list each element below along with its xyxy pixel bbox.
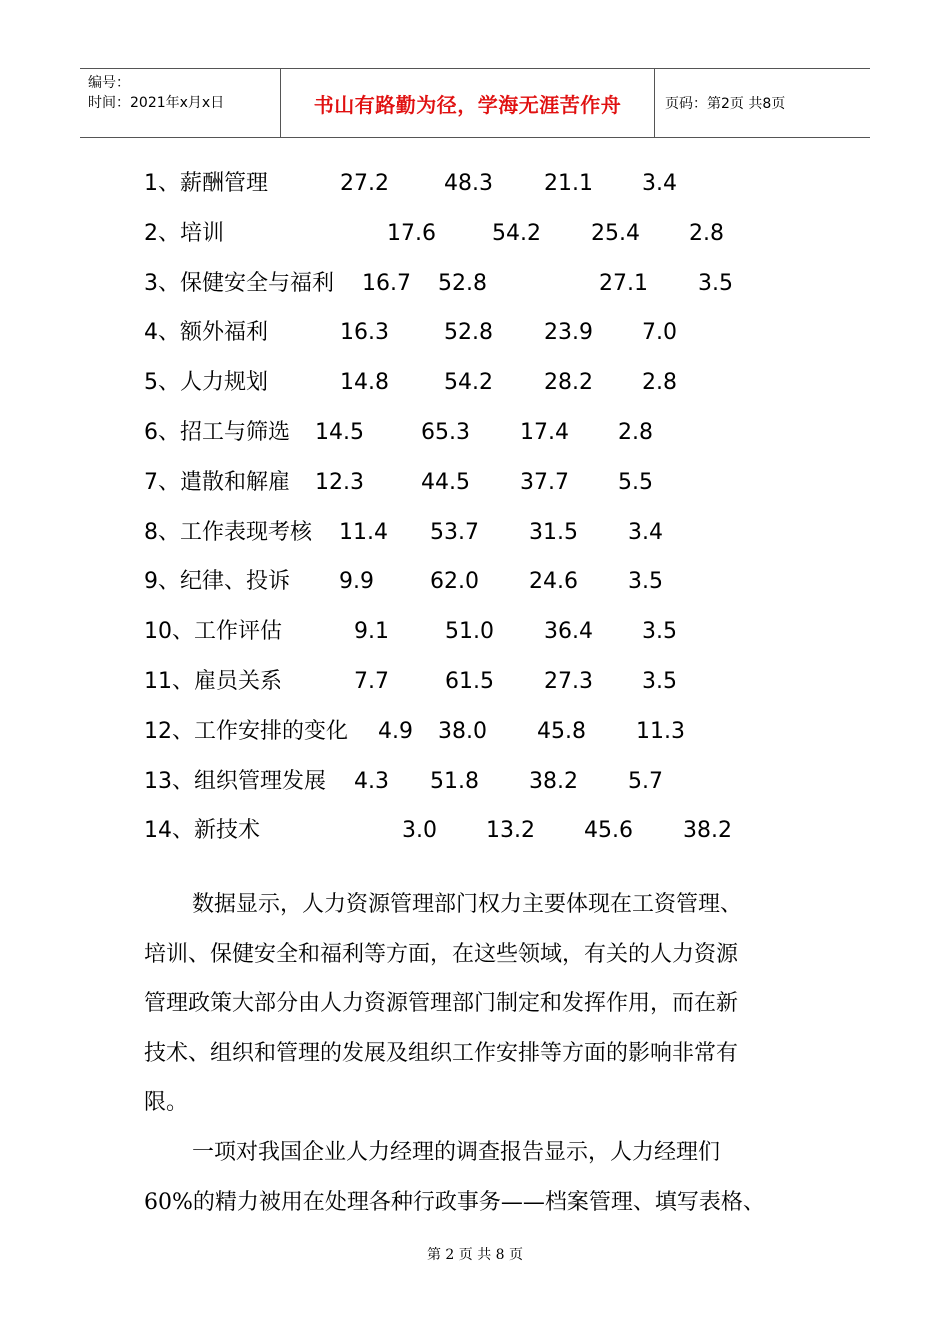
row-value: 52.8 (444, 320, 493, 346)
paragraph-1 (144, 880, 814, 1128)
row-value: 2.8 (618, 419, 653, 445)
row-value: 3.5 (698, 270, 733, 296)
paragraph-2 (144, 1128, 814, 1227)
row-label: 7、遣散和解雇 (144, 469, 290, 495)
row-value: 17.6 (387, 220, 436, 246)
paragraph-line: 一项对我国企业人力经理的调查报告显示，人力经理们 (192, 1140, 721, 1165)
row-value: 61.5 (445, 668, 494, 694)
row-value: 27.1 (599, 270, 648, 296)
header-page-label: 页码：第2页 共8页 (665, 96, 786, 112)
row-value: 2.8 (689, 220, 724, 246)
row-value: 5.5 (618, 469, 653, 495)
row-label: 12、工作安排的变化 (144, 718, 348, 744)
row-value: 27.3 (544, 668, 593, 694)
row-value: 16.7 (362, 270, 411, 296)
row-value: 48.3 (444, 171, 493, 196)
row-value: 11.3 (636, 718, 685, 744)
row-value: 2.8 (642, 370, 677, 396)
row-value: 4.9 (378, 718, 413, 744)
time-label: 时间：2021年x月x日 (88, 95, 225, 111)
row-value: 3.5 (642, 619, 677, 645)
row-value: 14.5 (315, 419, 364, 445)
table-row (144, 662, 864, 712)
row-value: 36.4 (544, 619, 593, 645)
row-label: 4、额外福利 (144, 320, 268, 346)
row-label: 9、纪律、投诉 (144, 569, 290, 595)
row-value: 28.2 (544, 370, 593, 396)
row-label: 14、新技术 (144, 818, 260, 844)
table-row (144, 413, 864, 463)
row-value: 3.5 (642, 668, 677, 694)
table-row (144, 313, 864, 363)
row-value: 24.6 (529, 569, 578, 595)
row-value: 3.4 (628, 519, 663, 545)
row-value: 3.4 (642, 171, 677, 196)
row-value: 65.3 (421, 419, 470, 445)
row-label: 5、人力规划 (144, 370, 268, 396)
paragraph-line: 培训、保健安全和福利等方面，在这些领域，有关的人力资源 (144, 941, 739, 967)
header-meta (80, 69, 281, 137)
table-row (144, 264, 864, 314)
row-value: 51.0 (445, 619, 494, 645)
table-row (144, 712, 864, 762)
table-row (144, 513, 864, 563)
row-value: 7.0 (642, 320, 677, 346)
row-label: 6、招工与筛选 (144, 419, 290, 445)
paragraph-line: 60%的精力被用在处理各种行政事务——档案管理、填写表格、 (144, 1189, 765, 1215)
row-value: 3.5 (628, 569, 663, 595)
row-value: 45.8 (537, 718, 586, 744)
header-motto: 书山有路勤为径，学海无涯苦作舟 (281, 69, 655, 137)
row-value: 5.7 (628, 768, 663, 794)
row-label: 8、工作表现考核 (144, 519, 312, 545)
number-label: 编号： (88, 75, 130, 91)
table-row (144, 363, 864, 413)
row-value: 14.8 (340, 370, 389, 396)
page-header (80, 68, 870, 138)
row-value: 37.7 (520, 469, 569, 495)
table-row (144, 562, 864, 612)
row-value: 13.2 (486, 818, 535, 844)
row-value: 53.7 (430, 519, 479, 545)
row-value: 27.2 (340, 171, 389, 196)
row-value: 51.8 (430, 768, 479, 794)
data-rows (144, 164, 864, 861)
paragraph-line: 数据显示，人力资源管理部门权力主要体现在工资管理、 (192, 892, 743, 917)
row-label: 2、培训 (144, 220, 224, 246)
row-value: 45.6 (584, 818, 633, 844)
table-row (144, 463, 864, 513)
row-value: 38.0 (438, 718, 487, 744)
row-value: 54.2 (444, 370, 493, 396)
row-value: 16.3 (340, 320, 389, 346)
row-label: 13、组织管理发展 (144, 768, 326, 794)
row-value: 17.4 (520, 419, 569, 445)
row-label: 3、保健安全与福利 (144, 270, 334, 296)
table-row (144, 214, 864, 264)
table-row (144, 762, 864, 812)
row-label: 11、雇员关系 (144, 668, 282, 694)
row-value: 9.9 (339, 569, 374, 595)
row-value: 7.7 (354, 668, 389, 694)
row-label: 10、工作评估 (144, 619, 282, 645)
row-value: 12.3 (315, 469, 364, 495)
row-value: 4.3 (354, 768, 389, 794)
paragraph-line: 管理政策大部分由人力资源管理部门制定和发挥作用，而在新 (144, 991, 739, 1017)
row-label: 1、薪酬管理 (144, 171, 268, 196)
table-row (144, 811, 864, 861)
row-value: 62.0 (430, 569, 479, 595)
row-value: 38.2 (683, 818, 732, 844)
paragraph-line: 技术、组织和管理的发展及组织工作安排等方面的影响非常有 (144, 1040, 739, 1066)
paragraph-line: 限。 (144, 1090, 189, 1116)
row-value: 38.2 (529, 768, 578, 794)
row-value: 23.9 (544, 320, 593, 346)
row-value: 9.1 (354, 619, 389, 645)
row-value: 3.0 (402, 818, 437, 844)
row-value: 54.2 (492, 220, 541, 246)
row-value: 21.1 (544, 171, 593, 196)
table-row (144, 164, 864, 214)
row-value: 44.5 (421, 469, 470, 495)
row-value: 31.5 (529, 519, 578, 545)
row-value: 52.8 (438, 270, 487, 296)
row-value: 11.4 (339, 519, 388, 545)
row-value: 25.4 (591, 220, 640, 246)
table-row (144, 612, 864, 662)
page-footer: 第 2 页 共 8 页 (426, 1247, 524, 1263)
